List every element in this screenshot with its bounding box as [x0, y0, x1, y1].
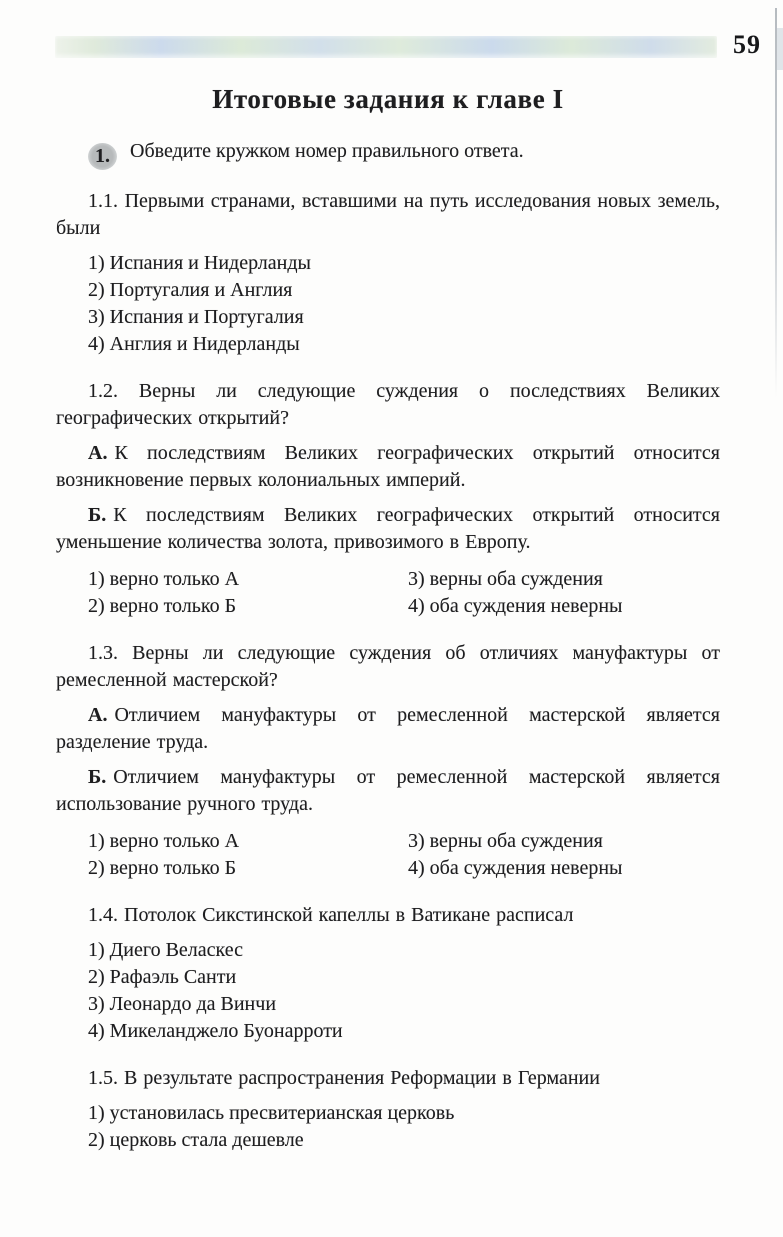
option-item: 1) Диего Веласкес — [88, 939, 244, 961]
option-item: 4) Англия и Нидерланды — [88, 333, 300, 355]
question-1-1-text: 1.1. Первыми странами, вставшими на путь исследования новых земель, были — [56, 190, 720, 239]
statement-a-label: А. — [88, 704, 108, 726]
statement-a-text: К последствиям Великих географических открытий относится возникновение первых колониальных империй. — [56, 442, 720, 491]
statement-a-text: Отличием мануфактуры от ремесленной мастерской является разделение труда. — [56, 704, 720, 753]
question-1-4-options — [56, 937, 720, 1045]
chapter-header-strip — [55, 36, 717, 58]
statement-b — [56, 764, 720, 818]
option-item: 3) Леонардо да Винчи — [88, 993, 277, 1015]
task-instruction: Обведите кружком номер правильного ответа. — [130, 140, 524, 162]
question-1-3-text: 1.3. Верны ли следующие суждения об отличиях мануфактуры от ремесленной мастерской? — [56, 642, 720, 691]
option-item: 2) Рафаэль Санти — [88, 966, 237, 988]
question-1-1 — [56, 188, 720, 358]
statement-b-label: Б. — [88, 504, 107, 526]
question-1-1-options — [56, 250, 720, 358]
question-1-5 — [56, 1065, 720, 1154]
page-number: 59 — [733, 30, 761, 59]
option-item: 4) оба суждения неверны — [408, 857, 623, 879]
statement-b-text: Отличием мануфактуры от ремесленной мастерской является использование ручного труда. — [56, 766, 720, 815]
page-title: Итоговые задания к главе I — [212, 84, 564, 114]
option-item: 3) верны оба суждения — [408, 568, 603, 590]
option-item: 3) Испания и Португалия — [88, 306, 304, 328]
question-1-5-options — [56, 1100, 720, 1154]
option-item: 2) Португалия и Англия — [88, 279, 293, 301]
option-item: 2) церковь стала дешевле — [88, 1129, 304, 1151]
question-1-3-options — [56, 828, 720, 882]
question-1-4 — [56, 902, 720, 1045]
statement-b-label: Б. — [88, 766, 107, 788]
task-number-badge — [88, 143, 117, 170]
option-item: 4) Микеланджело Буонарроти — [88, 1020, 343, 1042]
statement-b — [56, 502, 720, 556]
option-item: 3) верны оба суждения — [408, 830, 603, 852]
option-item: 2) верно только Б — [88, 595, 237, 617]
question-1-5-text: 1.5. В результате распространения Реформации в Германии — [88, 1067, 600, 1089]
option-item: 4) оба суждения неверны — [408, 595, 623, 617]
question-1-4-text: 1.4. Потолок Сикстинской капеллы в Ватикане расписал — [88, 904, 574, 926]
option-item: 1) верно только А — [88, 830, 240, 852]
statement-a-label: А. — [88, 442, 108, 464]
question-1-2-options — [56, 566, 720, 620]
page-content — [56, 138, 720, 1154]
statement-a — [56, 702, 720, 756]
question-1-2-text: 1.2. Верны ли следующие суждения о последствиях Великих географических открытий? — [56, 380, 720, 429]
option-item: 1) Испания и Нидерланды — [88, 252, 311, 274]
statement-b-text: К последствиям Великих географических открытий относится уменьшение количества золота, привозимого в Европу. — [56, 504, 720, 553]
question-1-3 — [56, 640, 720, 882]
option-item: 1) установилась пресвитерианская церковь — [88, 1102, 455, 1124]
page-header — [0, 0, 783, 58]
question-1-2 — [56, 378, 720, 620]
option-item: 2) верно только Б — [88, 857, 237, 879]
statement-a — [56, 440, 720, 494]
option-item: 1) верно только А — [88, 568, 240, 590]
task-intro — [56, 138, 720, 170]
task-number: 1. — [95, 145, 110, 167]
